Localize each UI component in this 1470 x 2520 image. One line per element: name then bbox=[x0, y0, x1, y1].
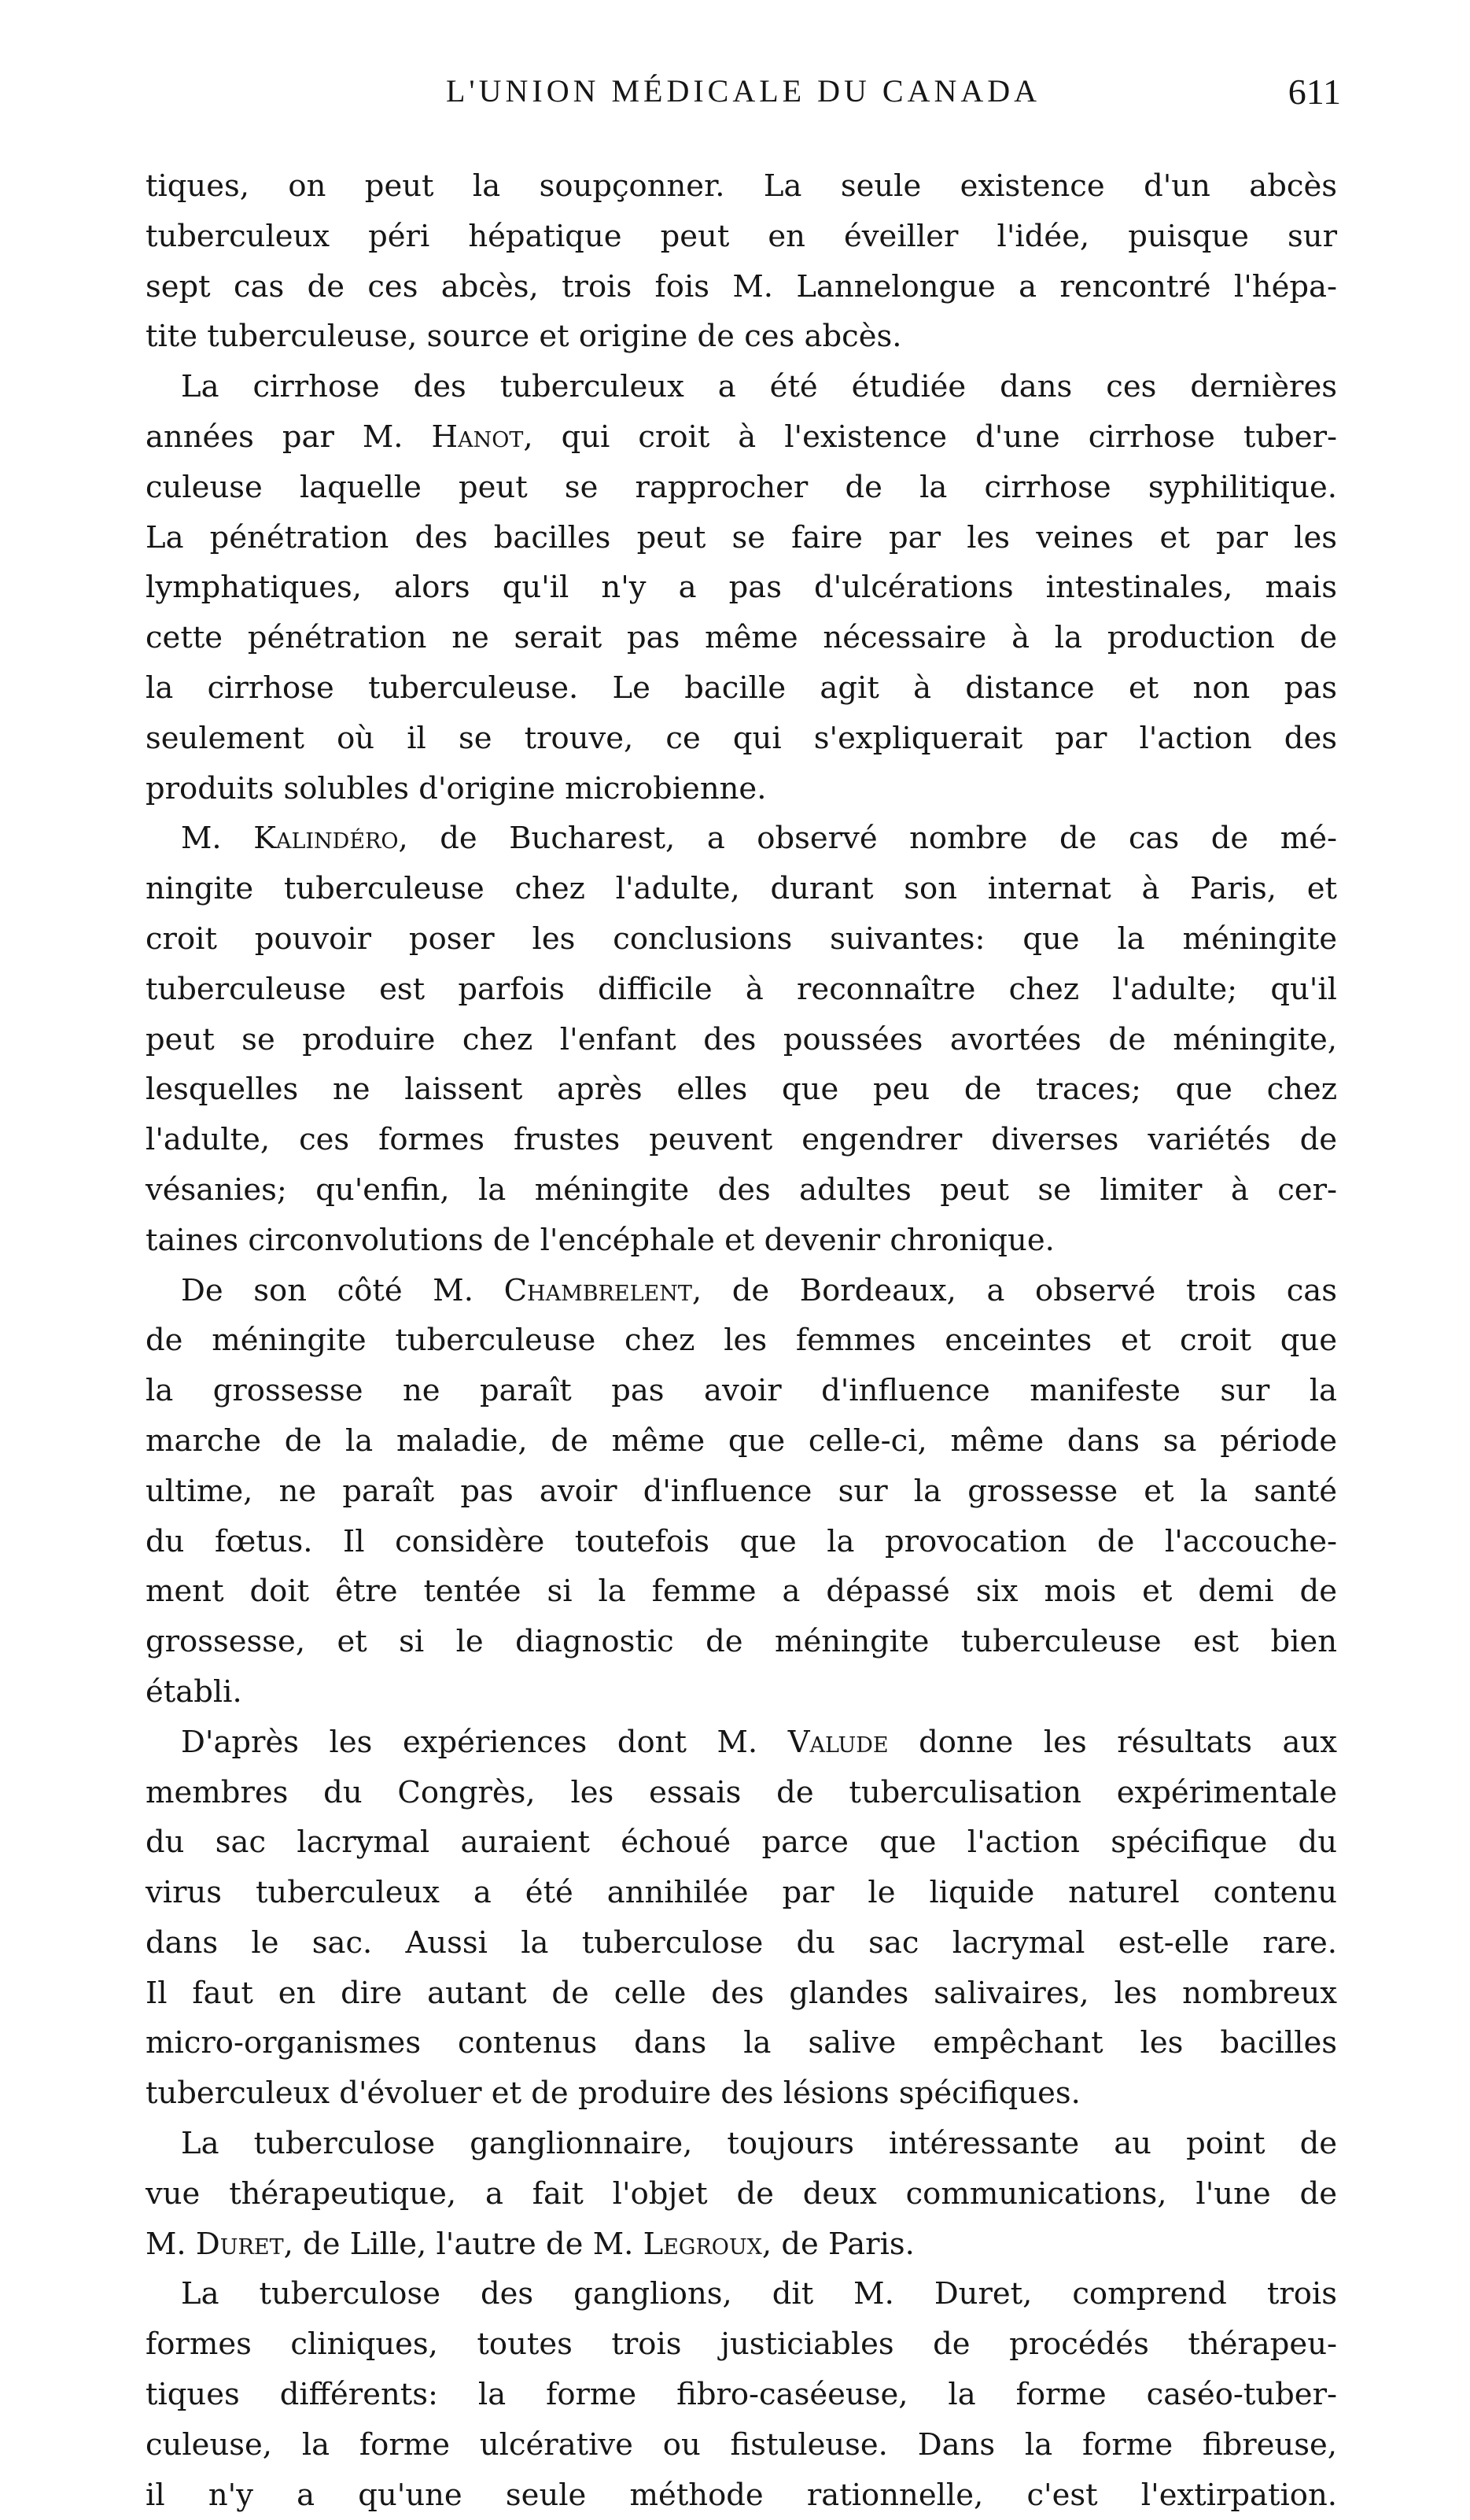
author-name: Legroux bbox=[643, 2226, 762, 2262]
line-text: tuberculeux d'évoluer et de produire des lésions spécifiques. bbox=[146, 2075, 1081, 2112]
line-text: , de Paris. bbox=[761, 2226, 915, 2262]
text-line bbox=[146, 513, 1337, 563]
line-text: La cirrhose des tuberculeux a été étudiée dans ces dernières bbox=[181, 369, 1337, 405]
text-line bbox=[146, 1015, 1337, 1065]
text-line bbox=[146, 563, 1337, 613]
line-text: lymphatiques, alors qu'il n'y a pas d'ulcérations intestinales, mais bbox=[146, 570, 1337, 606]
text-line bbox=[146, 1768, 1337, 1818]
body-text bbox=[146, 161, 1337, 2520]
text-line bbox=[146, 1817, 1337, 1868]
line-text: membres du Congrès, les essais de tuberculisation expérimentale bbox=[146, 1774, 1337, 1810]
text-line bbox=[146, 1315, 1337, 1366]
text-line bbox=[146, 2219, 1337, 2270]
line-text: ningite tuberculeuse chez l'adulte, durant son internat à Paris, et bbox=[146, 871, 1337, 907]
running-title: L'UNION MÉDICALE DU CANADA bbox=[445, 73, 1041, 109]
line-text: croit pouvoir poser les conclusions suivantes: que la méningite bbox=[146, 921, 1337, 957]
line-text: il n'y a qu'une seule méthode rationnelle, c'est l'extirpation. bbox=[146, 2477, 1337, 2513]
line-text: culeuse laquelle peut se rapprocher de la cirrhose syphilitique. bbox=[146, 469, 1337, 505]
line-text: La tuberculose des ganglions, dit M. Duret, comprend trois bbox=[181, 2276, 1337, 2312]
line-text: La tuberculose ganglionnaire, toujours intéressante au point de bbox=[181, 2126, 1337, 2162]
text-line bbox=[146, 663, 1337, 714]
line-text: , de Bordeaux, a observé trois cas bbox=[691, 1272, 1337, 1308]
line-text: De son côté M. bbox=[181, 1272, 504, 1308]
line-text: tite tuberculeuse, source et origine de ces abcès. bbox=[146, 319, 902, 355]
text-line bbox=[146, 2420, 1337, 2470]
text-line bbox=[146, 2470, 1337, 2520]
text-line bbox=[146, 2269, 1337, 2319]
text-line bbox=[146, 864, 1337, 914]
line-text: tiques différents: la forme fibro-caséeuse, la forme caséo-tuber- bbox=[146, 2377, 1337, 2413]
line-text: peut se produire chez l'enfant des poussées avortées de méningite, bbox=[146, 1021, 1337, 1057]
text-line bbox=[146, 1617, 1337, 1667]
line-text: grossesse, et si le diagnostic de méningite tuberculeuse est bien bbox=[146, 1624, 1337, 1660]
text-line bbox=[146, 2018, 1337, 2068]
text-line bbox=[146, 1968, 1337, 2019]
text-line bbox=[146, 1517, 1337, 1567]
line-text: M. bbox=[181, 821, 254, 857]
line-text: ultime, ne paraît pas avoir d'influence sur la grossesse et la santé bbox=[146, 1473, 1337, 1509]
text-line bbox=[146, 965, 1337, 1015]
text-line bbox=[146, 2370, 1337, 2420]
line-text: Il faut en dire autant de celle des glandes salivaires, les nombreux bbox=[146, 1975, 1337, 2011]
line-text: lesquelles ne laissent après elles que peu de traces; que chez bbox=[146, 1072, 1337, 1108]
text-line bbox=[146, 1566, 1337, 1617]
line-text: ment doit être tentée si la femme a dépassé six mois et demi de bbox=[146, 1574, 1337, 1610]
text-line bbox=[146, 1115, 1337, 1165]
running-head bbox=[146, 72, 1341, 120]
text-line bbox=[146, 1918, 1337, 1968]
text-line bbox=[146, 2068, 1337, 2119]
text-line bbox=[146, 2119, 1337, 2169]
text-line bbox=[146, 1868, 1337, 1918]
text-line bbox=[146, 312, 1337, 362]
text-line bbox=[146, 914, 1337, 965]
text-line bbox=[146, 1416, 1337, 1467]
line-text: vue thérapeutique, a fait l'objet de deux communications, l'une de bbox=[146, 2175, 1337, 2212]
line-text: donne les résultats aux bbox=[888, 1724, 1337, 1760]
text-line bbox=[146, 1216, 1337, 1266]
line-text: micro-organismes contenus dans la salive empêchant les bacilles bbox=[146, 2025, 1337, 2061]
line-text: l'adulte, ces formes frustes peuvent engendrer diverses variétés de bbox=[146, 1122, 1337, 1158]
line-text: établi. bbox=[146, 1673, 242, 1710]
text-line bbox=[146, 1266, 1337, 1316]
line-text: vésanies; qu'enfin, la méningite des adultes peut se limiter à cer- bbox=[146, 1171, 1337, 1208]
text-line bbox=[146, 2169, 1337, 2219]
text-line bbox=[146, 262, 1337, 312]
line-text: formes cliniques, toutes trois justiciables de procédés thérapeu- bbox=[146, 2326, 1337, 2363]
line-text: virus tuberculeux a été annihilée par le liquide naturel contenu bbox=[146, 1875, 1337, 1911]
page-number: 611 bbox=[1288, 72, 1341, 112]
line-text: La pénétration des bacilles peut se faire par les veines et par les bbox=[146, 519, 1337, 555]
line-text: du sac lacrymal auraient échoué parce que l'action spécifique du bbox=[146, 1825, 1337, 1861]
line-text: la cirrhose tuberculeuse. Le bacille agit à distance et non pas bbox=[146, 670, 1337, 706]
author-name: Kalindéro bbox=[253, 821, 399, 857]
line-text: , de Bucharest, a observé nombre de cas de mé- bbox=[398, 821, 1338, 857]
line-text: produits solubles d'origine microbienne. bbox=[146, 770, 767, 806]
text-line bbox=[146, 814, 1337, 864]
line-text: cette pénétration ne serait pas même nécessaire à la production de bbox=[146, 620, 1337, 656]
author-name: Hanot bbox=[431, 419, 524, 455]
text-line bbox=[146, 1718, 1337, 1768]
line-text: dans le sac. Aussi la tuberculose du sac lacrymal est-elle rare. bbox=[146, 1924, 1337, 1961]
text-line bbox=[146, 412, 1337, 463]
text-line bbox=[146, 1667, 1337, 1718]
author-name: Duret bbox=[195, 2226, 284, 2262]
line-text: la grossesse ne paraît pas avoir d'influence manifeste sur la bbox=[146, 1373, 1337, 1409]
line-text: culeuse, la forme ulcérative ou fistuleuse. Dans la forme fibreuse, bbox=[146, 2426, 1337, 2463]
line-text: , de Lille, l'autre de M. bbox=[283, 2226, 643, 2262]
line-text: marche de la maladie, de même que celle-ci, même dans sa période bbox=[146, 1422, 1337, 1459]
line-text: tuberculeux péri hépatique peut en éveiller l'idée, puisque sur bbox=[146, 218, 1337, 254]
line-text: D'après les expériences dont M. bbox=[181, 1724, 788, 1760]
text-line bbox=[146, 1165, 1337, 1216]
line-text: du fœtus. Il considère toutefois que la provocation de l'accouche- bbox=[146, 1523, 1337, 1559]
text-line bbox=[146, 2319, 1337, 2370]
author-name: Chambrelent bbox=[503, 1272, 692, 1308]
text-line bbox=[146, 161, 1337, 212]
author-name: Valude bbox=[787, 1724, 889, 1760]
line-text: tiques, on peut la soupçonner. La seule existence d'un abcès bbox=[146, 168, 1337, 204]
line-text: tuberculeuse est parfois difficile à reconnaître chez l'adulte; qu'il bbox=[146, 971, 1337, 1007]
line-text: , qui croit à l'existence d'une cirrhose tuber- bbox=[523, 419, 1337, 455]
line-text: taines circonvolutions de l'encéphale et devenir chronique. bbox=[146, 1222, 1055, 1258]
text-line bbox=[146, 764, 1337, 814]
text-line bbox=[146, 1064, 1337, 1115]
line-text: sept cas de ces abcès, trois fois M. Lannelongue a rencontré l'hépa- bbox=[146, 268, 1337, 304]
text-line bbox=[146, 613, 1337, 663]
line-text: de méningite tuberculeuse chez les femmes enceintes et croit que bbox=[146, 1323, 1337, 1359]
line-text: M. bbox=[146, 2226, 196, 2262]
text-line bbox=[146, 1467, 1337, 1517]
text-line bbox=[146, 212, 1337, 262]
text-line bbox=[146, 1366, 1337, 1416]
line-text: années par M. bbox=[146, 419, 432, 455]
text-line bbox=[146, 463, 1337, 513]
text-line bbox=[146, 714, 1337, 764]
line-text: seulement où il se trouve, ce qui s'expliquerait par l'action des bbox=[146, 720, 1337, 756]
text-line bbox=[146, 362, 1337, 412]
